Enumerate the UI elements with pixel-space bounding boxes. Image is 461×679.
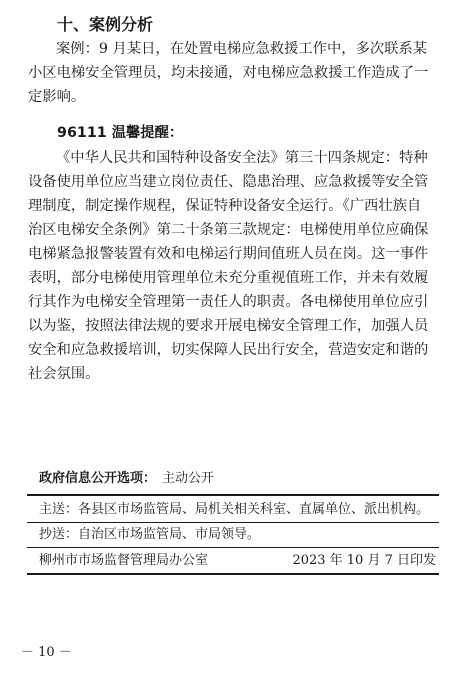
disclosure-value: 主动公开 <box>162 471 215 486</box>
divider-middle <box>27 522 439 523</box>
issuer-row <box>39 551 436 571</box>
issue-date: 2023 年 10 月 7 日印发 <box>292 553 436 568</box>
reminder-line: 社会氛围。 <box>28 366 100 382</box>
divider-bottom <box>27 573 439 575</box>
case-line: 小区电梯安全管理员，均未接通，对电梯应急救援工作造成了一 <box>28 65 429 81</box>
section-heading: 十、案例分析 <box>57 15 154 34</box>
reminder-heading: 96111 温馨提醒： <box>57 125 184 141</box>
disclosure-option <box>39 469 214 489</box>
reminder-line: 行其作为电梯安全管理第一责任人的职责。各电梯使用单位应引 <box>28 294 429 310</box>
disclosure-label: 政府信息公开选项： <box>39 471 157 486</box>
reminder-line: 安全和应急救援培训，切实保障人民出行安全，营造安定和谐的 <box>28 342 429 358</box>
reminder-line: 电梯紧急报警装置有效和电梯运行期间值班人员在岗。这一事件 <box>28 246 429 262</box>
case-paragraph <box>28 37 440 109</box>
distribution-cc: 抄送：自治区市场监管局、市局领导。 <box>39 527 261 542</box>
reminder-line: 《中华人民共和国特种设备安全法》第三十四条规定：特种 <box>56 150 428 166</box>
reminder-line: 表明，部分电梯使用管理单位未充分重视值班工作，并未有效履 <box>28 270 429 286</box>
divider-lower <box>27 547 439 548</box>
reminder-line: 治区电梯安全条例》第二十条第三款规定：电梯使用单位应确保 <box>28 222 429 238</box>
issuer-name: 柳州市市场监督管理局办公室 <box>39 553 209 568</box>
reminder-line: 设备使用单位应当建立岗位责任、隐患治理、应急救援等安全管 <box>28 174 429 190</box>
case-line: 案例：9 月某日，在处置电梯应急救援工作中，多次联系某 <box>56 41 428 57</box>
case-line: 定影响。 <box>28 89 86 105</box>
divider-top <box>27 494 439 496</box>
reminder-line: 理制度，制定操作规程，保证特种设备安全运行。《广西壮族自 <box>28 198 422 214</box>
reminder-paragraph <box>28 146 440 386</box>
page-number: － 10 － <box>21 645 72 660</box>
reminder-line: 以为鉴，按照法律法规的要求开展电梯安全管理工作，加强人员 <box>28 318 429 334</box>
distribution-main: 主送：各县区市场监管局、局机关相关科室、直属单位、派出机构。 <box>39 502 430 517</box>
